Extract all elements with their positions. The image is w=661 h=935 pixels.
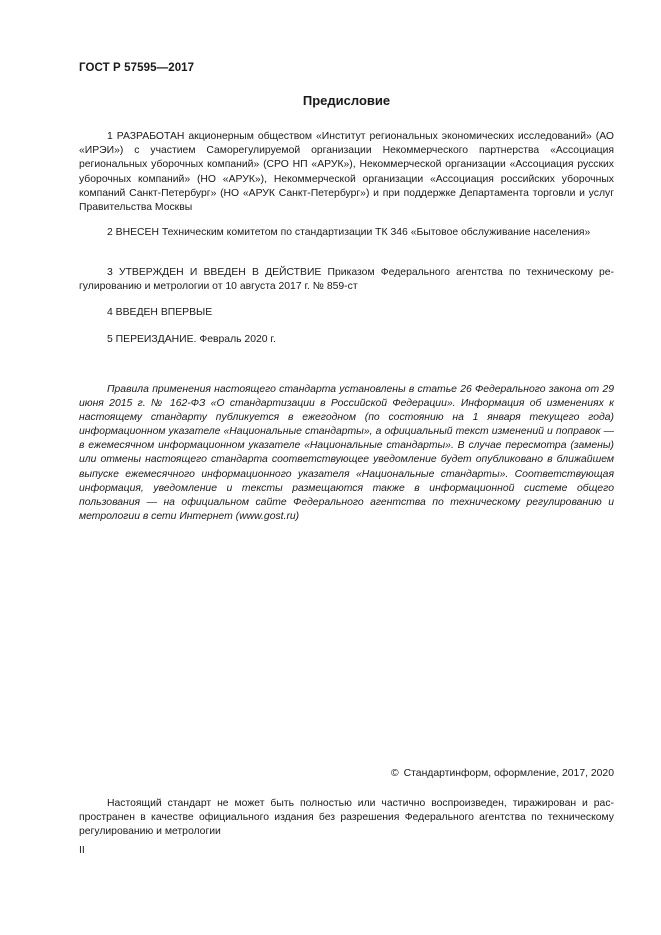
preface-item-3: 3 УТВЕРЖДЕН И ВВЕДЕН В ДЕЙСТВИЕ Приказом Федерального агентства по техническому регулированию и метрологии от 10 августа 2017 г. № 859-ст — [79, 267, 614, 293]
rules-note: Правила применения настоящего стандарта установлены в статье 26 Федерального закона от 29 июня 2015 г. № 162-ФЗ «О стандартизации в Российской Федерации». Информация об изменениях к настоящему стандарту публикуется в ежегодном (по состоянию на 1 января текущего года) информационном указателе «Национальные стандарты», а официальный текст изменений и поправок — в ежемесячном информационном указателе «Национальные стандарты». В случае пересмотра (замены) или отмены настоящего стандарта соответствующее уведомление будет опубликовано в ближайшем выпуске ежемесячного информационного указателя «Национальные стандарты». Соответствующая информация, уведомление и тексты размещаются также в информационной системе общего пользования — на официальном сайте Федерального агентства по техническому регулированию и метрологии в сети Интернет (www.gost.ru) — [79, 384, 614, 522]
preface-item-1: 1 РАЗРАБОТАН акционерным обществом «Институт региональных экономических исследований» (АО «ИРЭИ») с участием Саморегулируемой организации Некоммерческого партнерства «Ассоциация региональных уборочных компаний» (СРО НП «АРУК»), Некоммерческой организации «Ассоциация русских уборочных компаний» (НО «АРУК»), Некоммерческой организации «Ассоциация российских уборочных компаний Санкт-Петербург» (НО «АРУК Санкт-Петербург») и при поддержке Департамента торговли и услуг Правительства Москвы — [79, 131, 614, 214]
reproduction-notice: Настоящий стандарт не может быть полностью или частично воспроизведен, тиражирован и распространен в качестве официального издания без разрешения Федерального агентства по техническому регулированию и метрологии — [79, 798, 614, 838]
copyright-text: Стандартинформ, оформление, 2017, 2020 — [403, 768, 614, 779]
copyright-icon: © — [390, 768, 399, 779]
preface-item-4: 4 ВВЕДЕН ВПЕРВЫЕ — [107, 307, 213, 318]
preface-item-5: 5 ПЕРЕИЗДАНИЕ. Февраль 2020 г. — [107, 334, 276, 345]
page-number: II — [79, 845, 85, 856]
document-code: ГОСТ Р 57595—2017 — [79, 62, 195, 74]
preface-item-2: 2 ВНЕСЕН Техническим комитетом по стандартизации ТК 346 «Бытовое обслуживание населения» — [107, 227, 591, 238]
preface-title: Предисловие — [302, 93, 391, 108]
copyright-line — [391, 768, 614, 779]
